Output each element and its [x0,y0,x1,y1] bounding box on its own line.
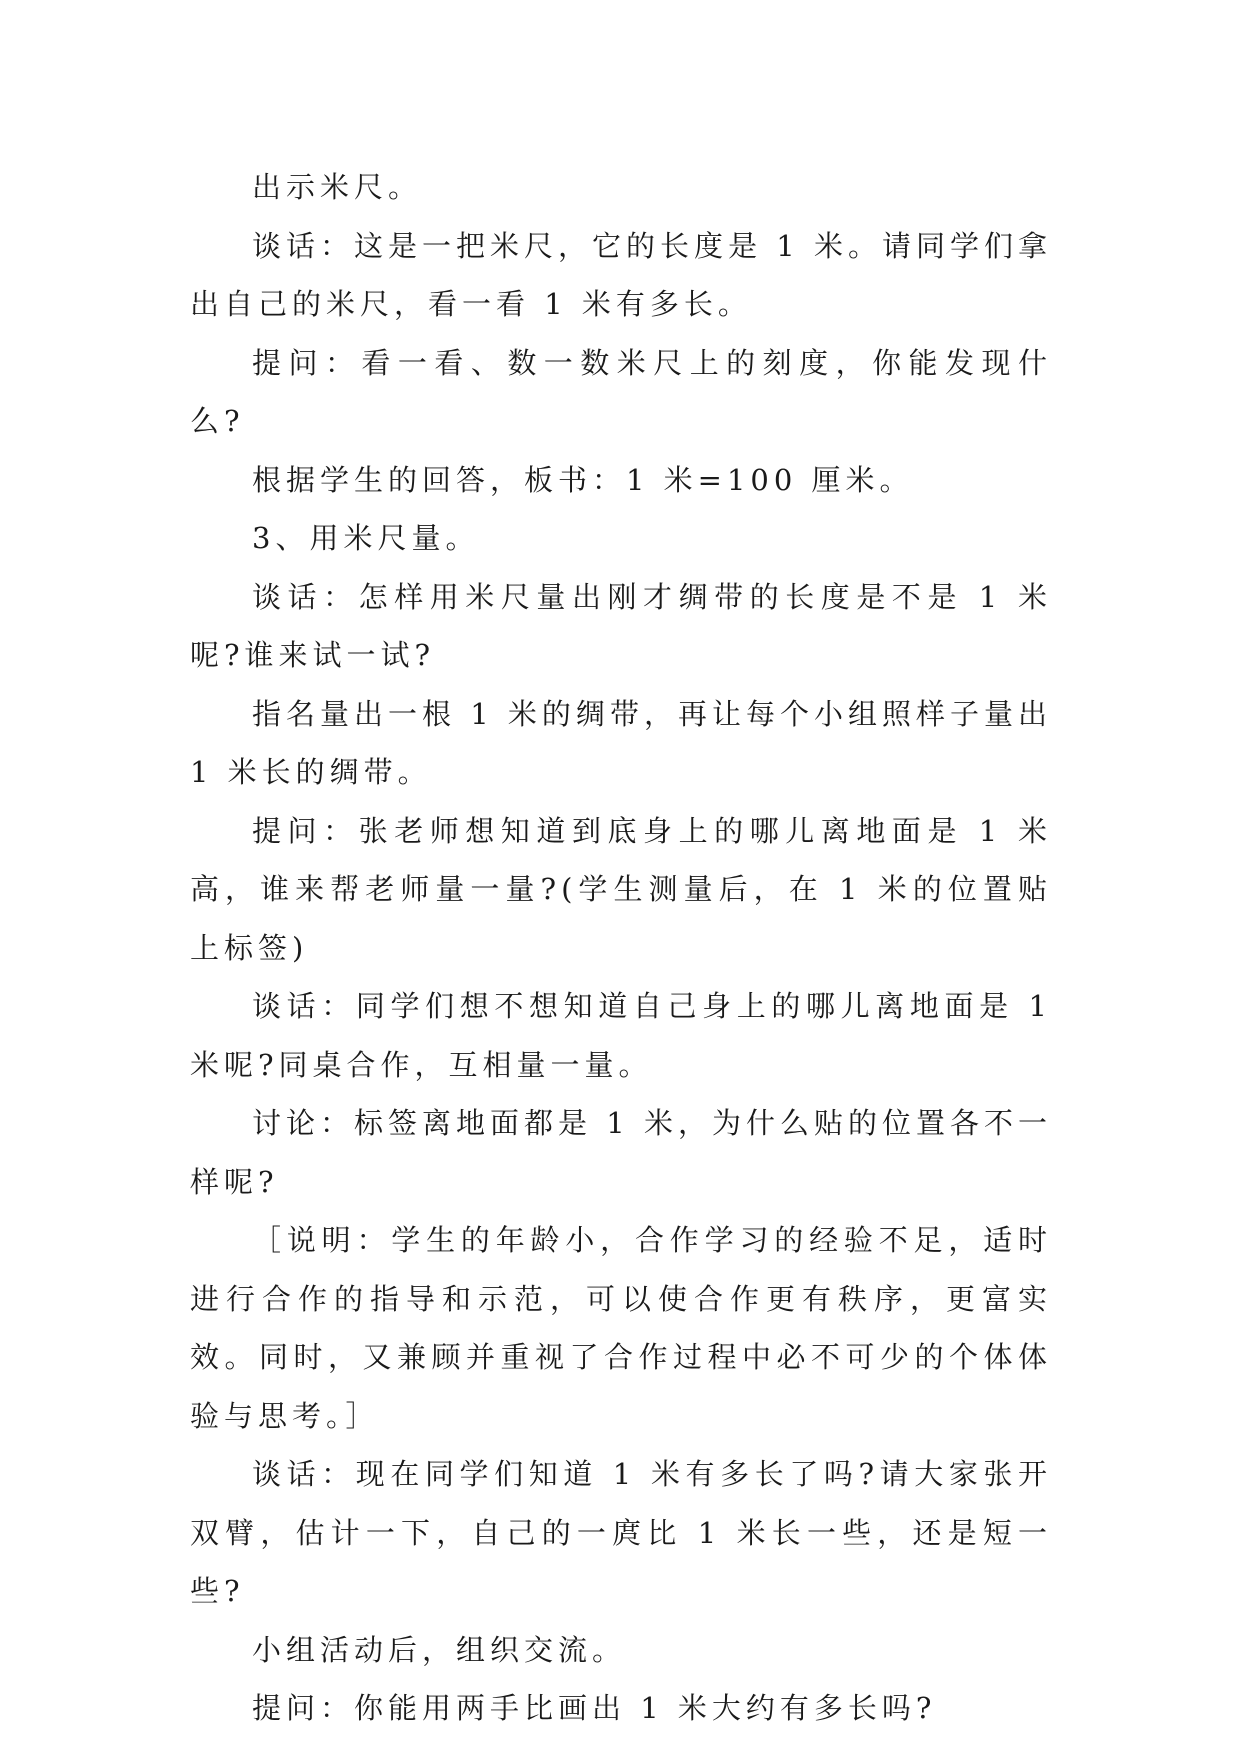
paragraph-5: 3、用米尺量。 [252,521,480,555]
paragraph-12: 谈话：现在同学们知道 1 米有多长了吗?请大家张开双臂，估计一下，自己的一庹比 1 米长一些，还是短一些? [190,1457,1052,1608]
paragraph-9: 谈话：同学们想不想知道自己身上的哪儿离地面是 1 米呢?同桌合作，互相量一量。 [190,989,1052,1082]
paragraph-1: 出示米尺。 [252,170,423,204]
paragraph-8: 提问：张老师想知道到底身上的哪儿离地面是 1 米高，谁来帮老师量一量?(学生测量后，在 1 米的位置贴上标签) [190,813,1052,965]
paragraph-14: 提问：你能用两手比画出 1 米大约有多长吗? [252,1691,937,1725]
paragraph-11: ［说明：学生的年龄小，合作学习的经验不足，适时进行合作的指导和示范，可以使合作更有秩序，更富实效。同时，又兼顾并重视了合作过程中必不可少的个体体验与思考。］ [190,1223,1052,1433]
document-body [190,158,1052,1738]
paragraph-3: 提问：看一看、数一数米尺上的刻度，你能发现什么? [190,345,1052,438]
paragraph-7: 指名量出一根 1 米的绸带，再让每个小组照样子量出 1 米长的绸带。 [190,696,1052,789]
paragraph-10: 讨论：标签离地面都是 1 米，为什么贴的位置各不一样呢? [190,1106,1052,1199]
paragraph-4: 根据学生的回答，板书：1 米=100 厘米。 [252,462,914,497]
paragraph-6: 谈话：怎样用米尺量出刚才绸带的长度是不是 1 米呢?谁来试一试? [190,579,1052,672]
paragraph-13: 小组活动后，组织交流。 [252,1632,627,1667]
paragraph-2: 谈话：这是一把米尺，它的长度是 1 米。请同学们拿出自己的米尺，看一看 1 米有多长。 [190,228,1052,321]
